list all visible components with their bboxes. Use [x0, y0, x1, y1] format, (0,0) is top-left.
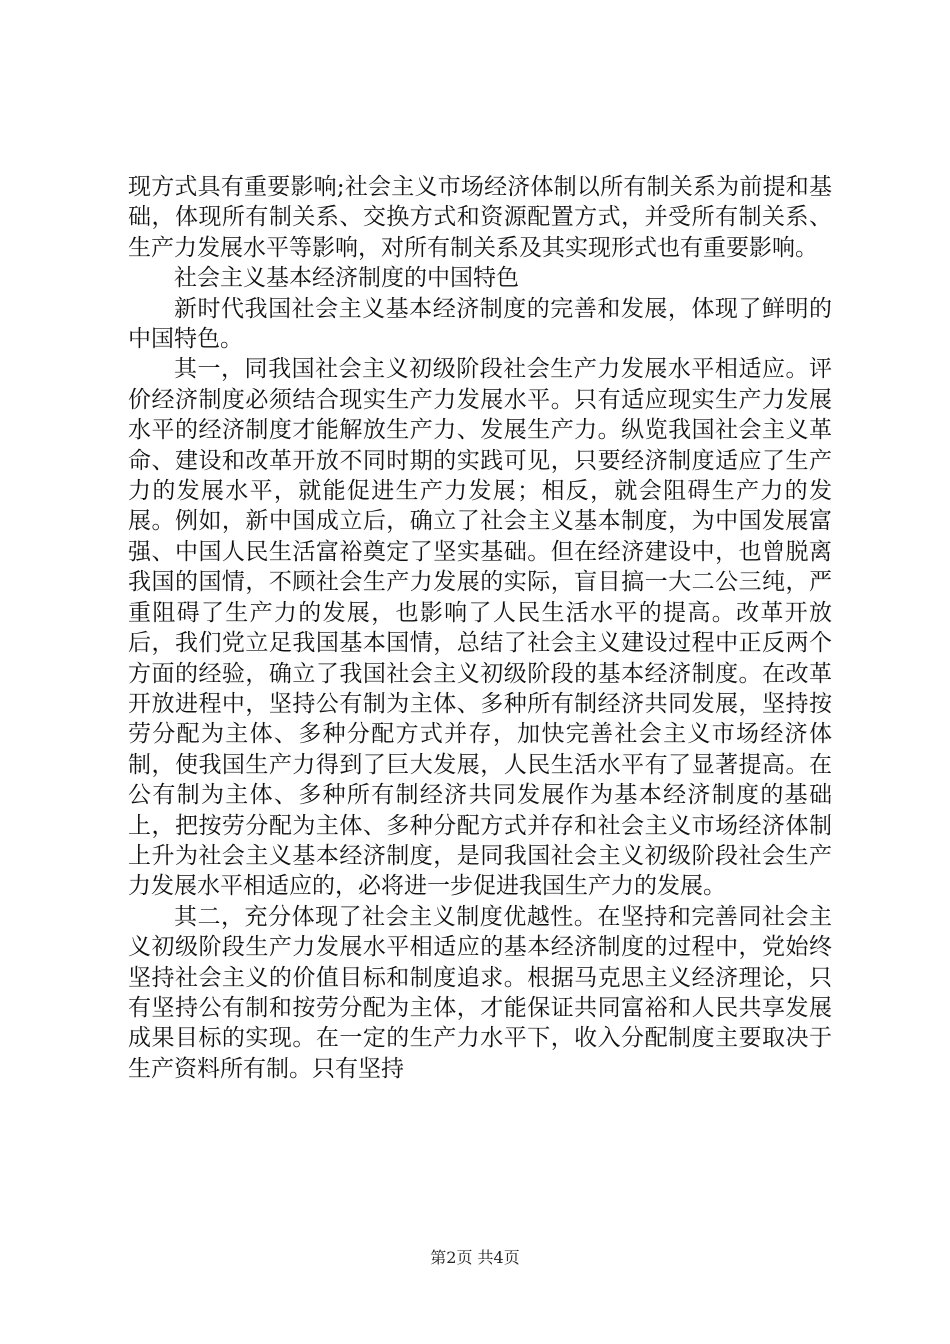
- paragraph-point-two: 其二，充分体现了社会主义制度优越性。在坚持和完善同社会主义初级阶段生产力发展水平相适应的基本经济制度的过程中，党始终坚持社会主义的价值目标和制度追求。根据马克思主义经济理论，只有坚持公有制和按劳分配为主体，才能保证共同富裕和人民共享发展成果目标的实现。在一定的生产力水平下，收入分配制度主要取决于生产资料所有制。只有坚持: [128, 903, 832, 1082]
- paragraph-point-one: 其一，同我国社会主义初级阶段社会生产力发展水平相适应。评价经济制度必须结合现实生产力发展水平。只有适应现实生产力发展水平的经济制度才能解放生产力、发展生产力。纵览我国社会主义革命、建设和改革开放不同时期的实践可见，只要经济制度适应了生产力的发展水平，就能促进生产力发展；相反，就会阻碍生产力的发展。例如，新中国成立后，确立了社会主义基本制度，为中国发展富强、中国人民生活富裕奠定了坚实基础。但在经济建设中，也曾脱离我国的国情，不顾社会生产力发展的实际，盲目搞一大二公三纯，严重阻碍了生产力的发展，也影响了人民生活水平的提高。改革开放后，我们党立足我国基本国情，总结了社会主义建设过程中正反两个方面的经验，确立了我国社会主义初级阶段的基本经济制度。在改革开放进程中，坚持公有制为主体、多种所有制经济共同发展，坚持按劳分配为主体、多种分配方式并存，加快完善社会主义市场经济体制，使我国生产力得到了巨大发展，人民生活水平有了显著提高。在公有制为主体、多种所有制经济共同发展作为基本经济制度的基础上，把按劳分配为主体、多种分配方式并存和社会主义市场经济体制上升为社会主义基本经济制度，是同我国社会主义初级阶段社会生产力发展水平相适应的，必将进一步促进我国生产力的发展。: [128, 356, 832, 900]
- paragraph-continuation: 现方式具有重要影响;社会主义市场经济体制以所有制关系为前提和基础，体现所有制关系、交换方式和资源配置方式，并受所有制关系、生产力发展水平等影响，对所有制关系及其实现形式也有重要影响。: [128, 174, 832, 261]
- section-heading: 社会主义基本经济制度的中国特色: [174, 265, 519, 292]
- page-number-footer: 第2页 共4页: [430, 1248, 520, 1267]
- paragraph-intro: 新时代我国社会主义基本经济制度的完善和发展，体现了鲜明的中国特色。: [128, 295, 832, 353]
- document-body: [128, 172, 832, 1084]
